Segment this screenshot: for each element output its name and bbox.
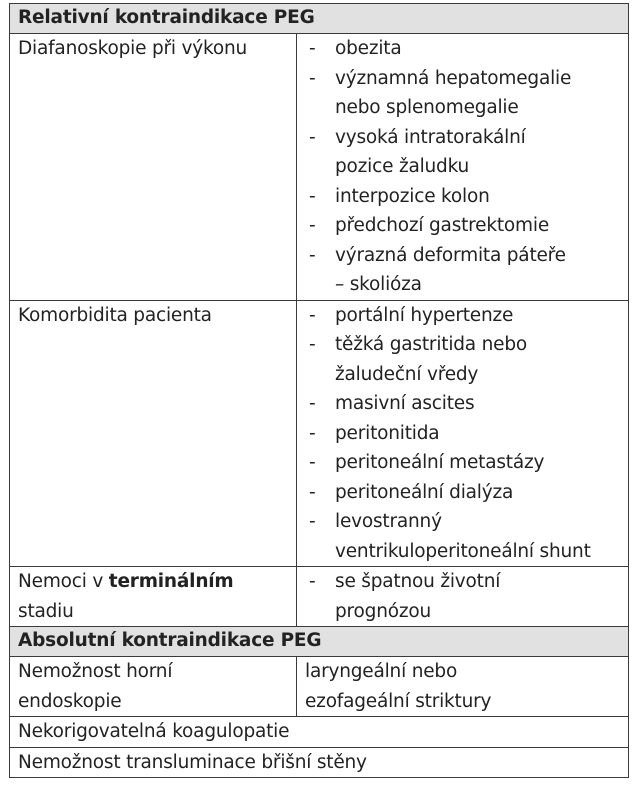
row-label-diafanoskopie: Diafanoskopie při výkonu — [10, 34, 297, 301]
row-koagulopatie: Nekorigovatelná koagulopatie — [10, 717, 629, 748]
emphasis-text: terminálním — [108, 571, 234, 592]
row-label-terminalni: Nemoci v terminálním stadiu — [10, 567, 297, 627]
list-item: - peritonitida — [305, 419, 628, 449]
list-item: - se špatnou životní prognózou — [305, 567, 628, 626]
dash-marker: - — [309, 244, 316, 266]
dash-marker: - — [309, 38, 316, 59]
dash-marker: - — [309, 422, 316, 444]
list-item: - peritoneální metastázy — [305, 448, 628, 478]
dash-list — [305, 34, 628, 300]
list-item: - portální hypertenze — [305, 301, 628, 331]
dash-marker: - — [309, 452, 316, 473]
list-item: - významná hepatomegalie nebo splenomegalie — [305, 64, 628, 123]
table-row — [10, 747, 629, 778]
list-item: - předchozí gastrektomie — [305, 211, 628, 241]
dash-marker: - — [309, 334, 316, 355]
table-row — [10, 300, 629, 567]
list-item: - vysoká intratorakální pozice žaludku — [305, 123, 628, 182]
row-label-endoskopie: Nemožnost horní endoskopie — [10, 657, 297, 717]
row-items-komorbidita — [297, 300, 629, 567]
section-title-relative: Relativní kontraindikace PEG — [10, 4, 629, 34]
section-header-absolute — [10, 627, 629, 657]
list-item: - masivní ascites — [305, 389, 628, 419]
row-value-striktury: laryngeální nebo ezofageální striktury — [297, 657, 629, 717]
dash-marker: - — [309, 126, 316, 148]
table-row — [10, 34, 629, 301]
table-row — [10, 567, 629, 627]
section-title-absolute: Absolutní kontraindikace PEG — [10, 627, 629, 657]
contraindications-table — [9, 3, 629, 778]
table-row — [10, 657, 629, 717]
list-item: - peritoneální dialýza — [305, 478, 628, 508]
dash-marker: - — [309, 67, 316, 89]
dash-marker: - — [309, 393, 316, 414]
dash-marker: - — [309, 571, 316, 592]
dash-marker: - — [309, 215, 316, 236]
list-item: - obezita — [305, 34, 628, 64]
list-item: - levostranný ventrikuloperitoneální shunt — [305, 507, 628, 566]
dash-marker: - — [309, 481, 316, 503]
row-items-terminalni — [297, 567, 629, 627]
list-item: - interpozice kolon — [305, 182, 628, 212]
dash-list — [305, 301, 628, 567]
row-label-komorbidita: Komorbidita pacienta — [10, 300, 297, 567]
dash-marker: - — [309, 511, 316, 532]
dash-marker: - — [309, 304, 316, 326]
table-row — [10, 717, 629, 748]
section-header-relative — [10, 4, 629, 34]
row-transluminace: Nemožnost transluminace břišní stěny — [10, 747, 629, 778]
dash-marker: - — [309, 185, 316, 207]
dash-list — [305, 567, 628, 626]
row-items-diafanoskopie — [297, 34, 629, 301]
list-item: - výrazná deformita páteře – skolióza — [305, 241, 628, 300]
list-item: - těžká gastritida nebo žaludeční vředy — [305, 330, 628, 389]
